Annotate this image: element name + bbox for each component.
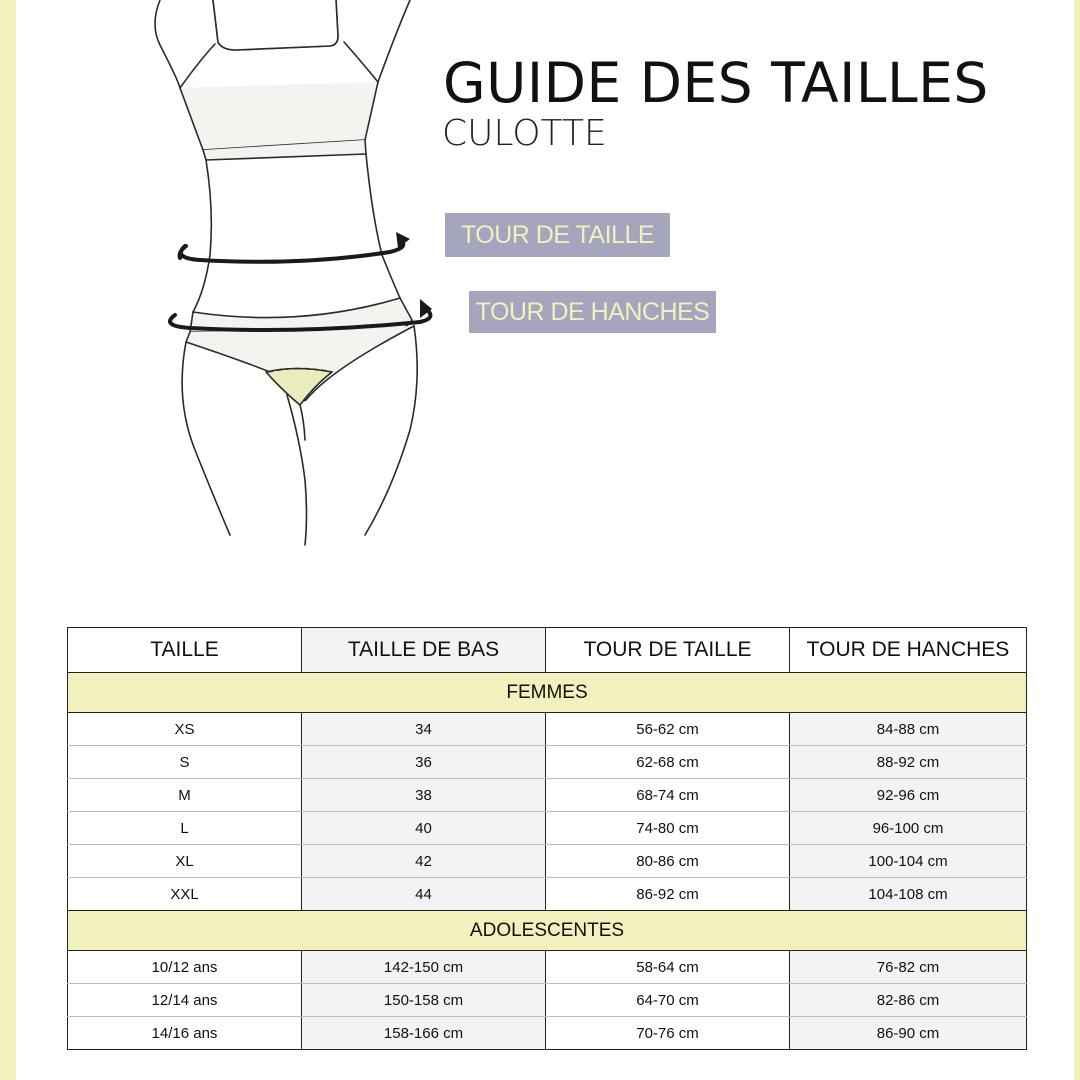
- right-accent-bar: [1074, 0, 1080, 1080]
- hips-measure-label: TOUR DE HANCHES: [469, 291, 716, 333]
- table-cell: 84-88 cm: [790, 713, 1027, 746]
- table-cell: 70-76 cm: [546, 1017, 790, 1050]
- table-cell: 64-70 cm: [546, 984, 790, 1017]
- table-row: [68, 746, 1027, 779]
- waist-measure-label: TOUR DE TAILLE: [445, 213, 670, 257]
- table-cell: 36: [302, 746, 546, 779]
- table-cell: 80-86 cm: [546, 845, 790, 878]
- header-tour-de-hanches: TOUR DE HANCHES: [790, 628, 1027, 673]
- group-label: FEMMES: [68, 673, 1027, 713]
- size-chart-table: [67, 627, 1027, 1050]
- table-cell: 158-166 cm: [302, 1017, 546, 1050]
- table-row: [68, 713, 1027, 746]
- left-accent-bar: [0, 0, 16, 1080]
- table-cell: 76-82 cm: [790, 951, 1027, 984]
- table-cell: 104-108 cm: [790, 878, 1027, 911]
- header-taille-de-bas: TAILLE DE BAS: [302, 628, 546, 673]
- table-cell: 12/14 ans: [68, 984, 302, 1017]
- table-cell: XL: [68, 845, 302, 878]
- page-title: GUIDE DES TAILLES: [443, 51, 989, 115]
- table-cell: 82-86 cm: [790, 984, 1027, 1017]
- table-cell: XXL: [68, 878, 302, 911]
- table-cell: 96-100 cm: [790, 812, 1027, 845]
- table-cell: 38: [302, 779, 546, 812]
- table-cell: S: [68, 746, 302, 779]
- table-cell: 42: [302, 845, 546, 878]
- group-label: ADOLESCENTES: [68, 911, 1027, 951]
- page-subtitle: CULOTTE: [442, 113, 607, 154]
- table-cell: 14/16 ans: [68, 1017, 302, 1050]
- table-cell: L: [68, 812, 302, 845]
- table-cell: 100-104 cm: [790, 845, 1027, 878]
- table-cell: 34: [302, 713, 546, 746]
- table-cell: 150-158 cm: [302, 984, 546, 1017]
- table-row: [68, 845, 1027, 878]
- table-cell: 58-64 cm: [546, 951, 790, 984]
- table-header-row: [68, 628, 1027, 673]
- table-cell: 68-74 cm: [546, 779, 790, 812]
- body-illustration: [150, 0, 440, 550]
- group-row-adolescentes: [68, 911, 1027, 951]
- table-cell: 10/12 ans: [68, 951, 302, 984]
- table-row: [68, 812, 1027, 845]
- table-cell: 88-92 cm: [790, 746, 1027, 779]
- group-row-femmes: [68, 673, 1027, 713]
- table-cell: 92-96 cm: [790, 779, 1027, 812]
- table-cell: 86-90 cm: [790, 1017, 1027, 1050]
- table-cell: 62-68 cm: [546, 746, 790, 779]
- table-cell: XS: [68, 713, 302, 746]
- table-row: [68, 779, 1027, 812]
- table-cell: 56-62 cm: [546, 713, 790, 746]
- table-cell: 86-92 cm: [546, 878, 790, 911]
- table-row: [68, 984, 1027, 1017]
- table-row: [68, 878, 1027, 911]
- table-cell: 40: [302, 812, 546, 845]
- table-cell: 74-80 cm: [546, 812, 790, 845]
- header-taille: TAILLE: [68, 628, 302, 673]
- table-row: [68, 951, 1027, 984]
- table-cell: M: [68, 779, 302, 812]
- header-tour-de-taille: TOUR DE TAILLE: [546, 628, 790, 673]
- table-cell: 44: [302, 878, 546, 911]
- table-row: [68, 1017, 1027, 1050]
- table-cell: 142-150 cm: [302, 951, 546, 984]
